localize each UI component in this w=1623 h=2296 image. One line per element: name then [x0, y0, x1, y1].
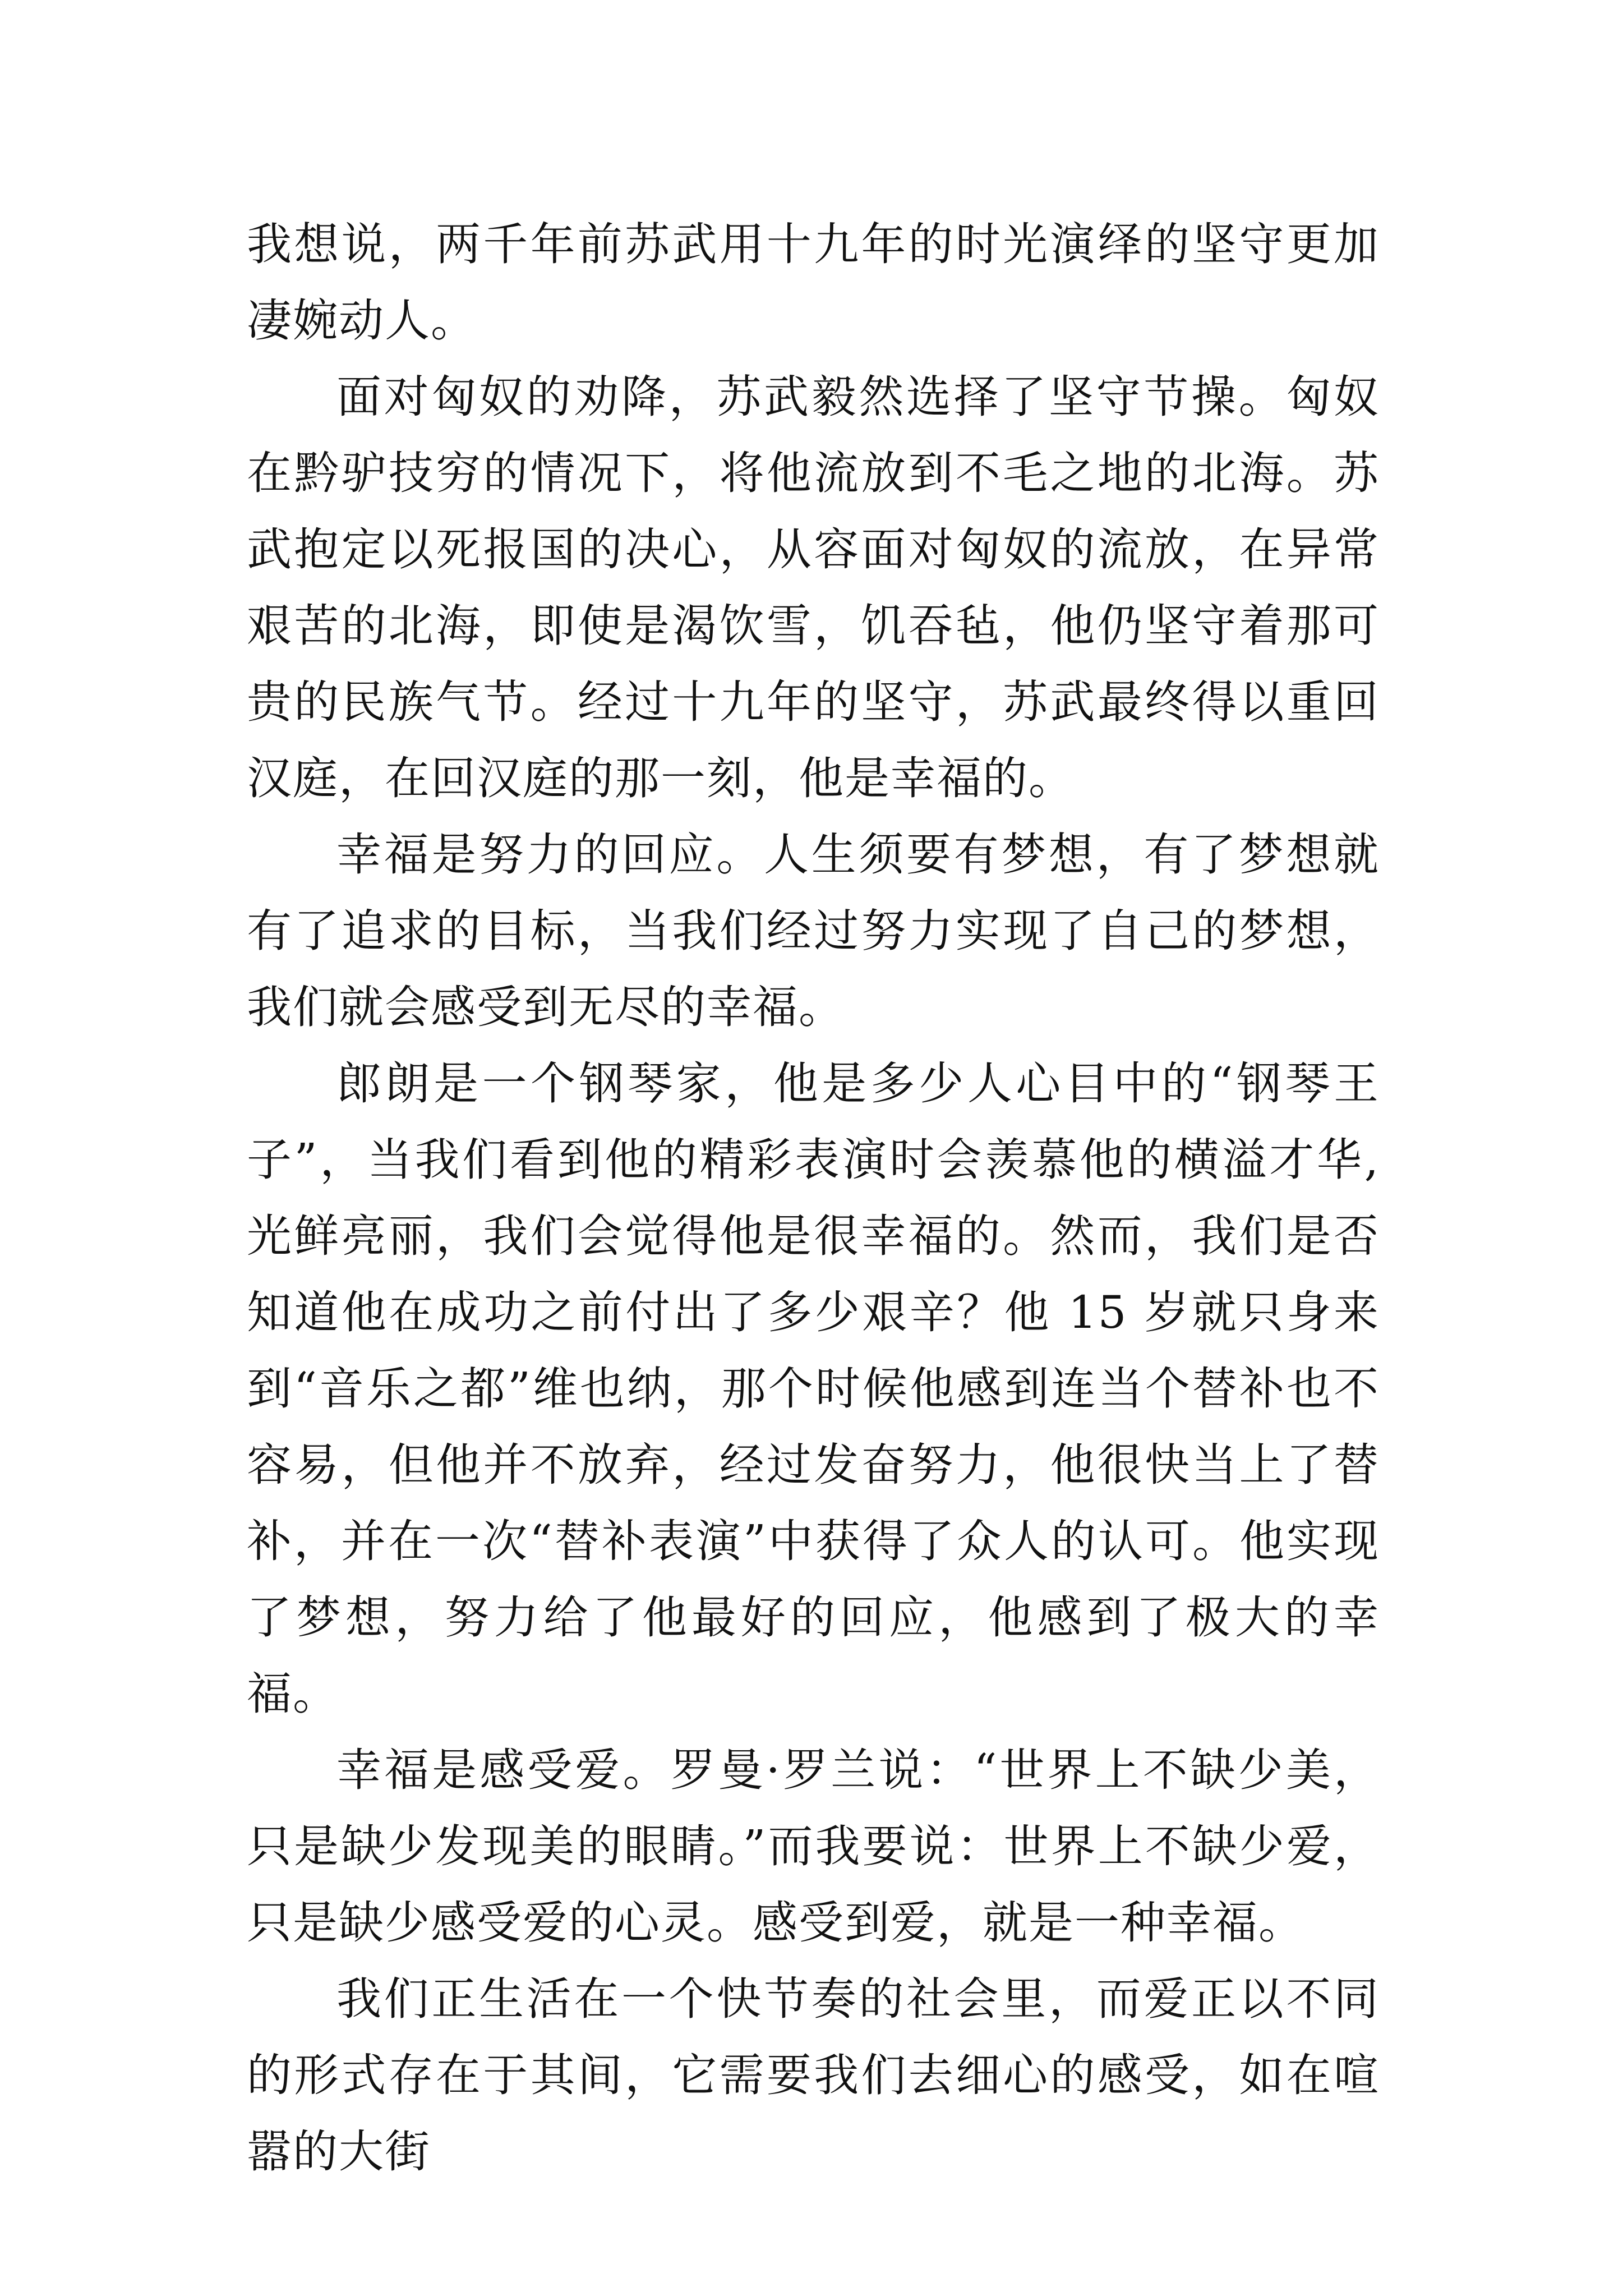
document-body — [247, 206, 1380, 2190]
paragraph-2: 面对匈奴的劝降，苏武毅然选择了坚守节操。匈奴在黔驴技穷的情况下，将他流放到不毛之地的北海。苏武抱定以死报国的决心，从容面对匈奴的流放，在异常艰苦的北海，即使是渴饮雪，饥吞毡，他仍坚守着那可贵的民族气节。经过十九年的坚守，苏武最终得以重回汉庭，在回汉庭的那一刻，他是幸福的。 — [247, 371, 1380, 804]
paragraph-6: 我们正生活在一个快节奏的社会里，而爱正以不同的形式存在于其间，它需要我们去细心的感受，如在喧嚣的大街 — [247, 1973, 1380, 2178]
paragraph-4: 郎朗是一个钢琴家，他是多少人心目中的“钢琴王子”，当我们看到他的精彩表演时会羡慕他的横溢才华,光鲜亮丽，我们会觉得他是很幸福的。然而，我们是否知道他在成功之前付出了多少艰辛？他 15 岁就只身来到“音乐之都”维也纳，那个时候他感到连当个替补也不容易，但他并不放弃，经过发奋努力，他很快当上了替补，并在一次“替补表演”中获得了众人的认可。他实现了梦想，努力给了他最好的回应，他感到了极大的幸福。 — [247, 1057, 1380, 1720]
paragraph-1: 我想说，两千年前苏武用十九年的时光演绎的坚守更加凄婉动人。 — [247, 218, 1380, 347]
paragraph-3: 幸福是努力的回应。人生须要有梦想，有了梦想就有了追求的目标，当我们经过努力实现了自己的梦想，我们就会感受到无尽的幸福。 — [247, 829, 1380, 1033]
paragraph-5: 幸福是感受爱。罗曼·罗兰说：“世界上不缺少美，只是缺少发现美的眼睛。”而我要说：世界上不缺少爱，只是缺少感受爱的心灵。感受到爱，就是一种幸福。 — [247, 1744, 1380, 1949]
